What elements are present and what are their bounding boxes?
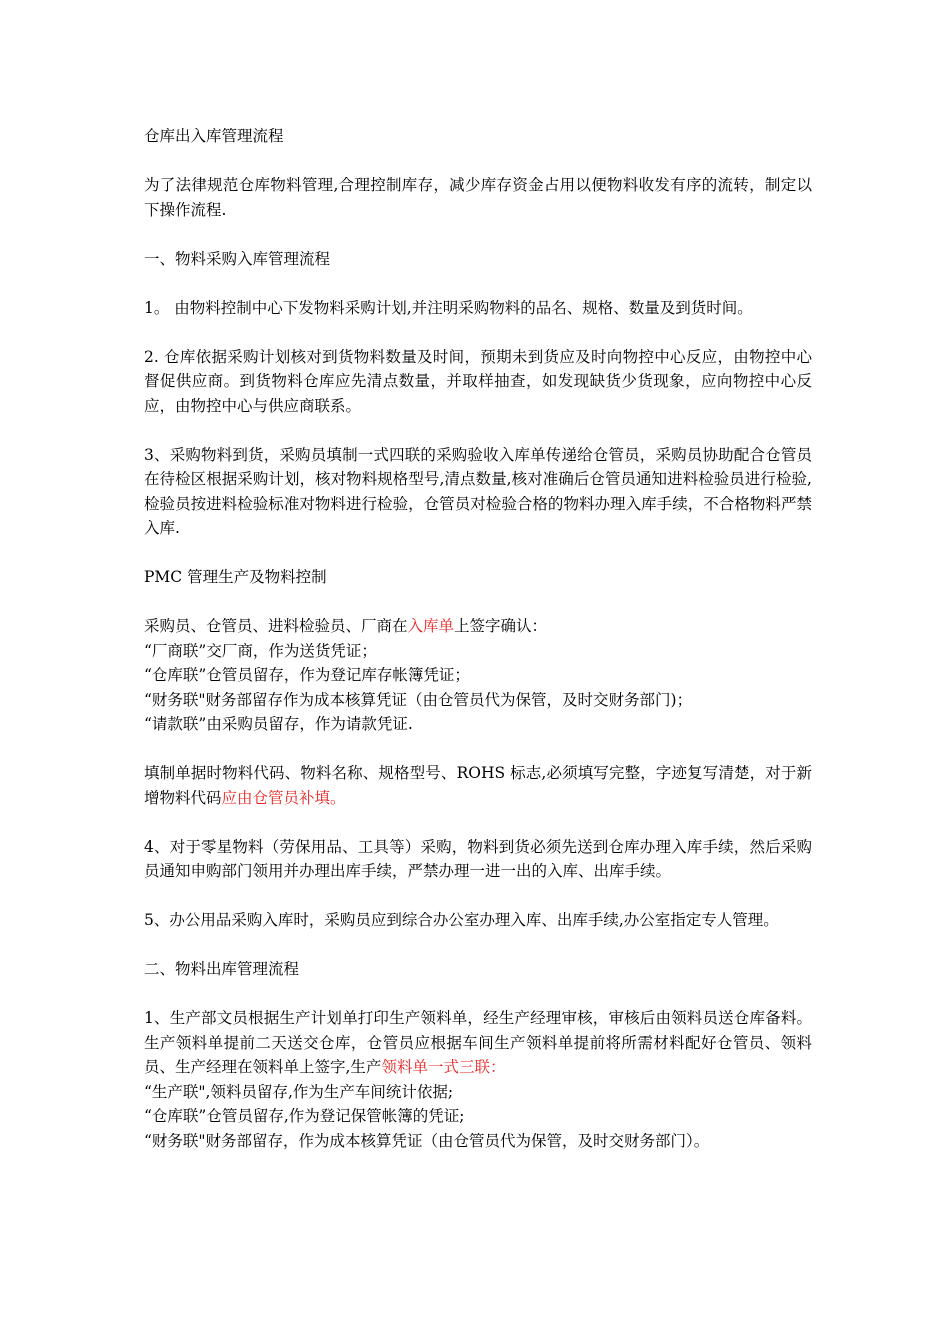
copy-finance-out: “财务联"财务部留存，作为成本核算凭证（由仓管员代为保管，及时交财务部门）。	[144, 1131, 710, 1150]
signing-prefix: 采购员、仓管员、进料检验员、厂商在	[144, 617, 408, 635]
section1-item1: 1。 由物料控制中心下发物料采购计划,并注明采购物料的品名、规格、数量及到货时间。	[144, 298, 753, 317]
section1-item2: 2. 仓库依据采购计划核对到货物料数量及时间，预期未到货应及时向物控中心反应，由物控中心督促供应商。到货物料仓库应先清点数量，并取样抽查，如发现缺货少货现象，应向物控中心反应，由物控中心与供应商联系。	[144, 347, 812, 415]
section1-heading: 一、物料采购入库管理流程	[144, 249, 331, 268]
copy-finance: “财务联"财务部留存作为成本核算凭证（由仓管员代为保管，及时交财务部门)；	[144, 690, 693, 709]
pmc-heading: PMC 管理生产及物料控制	[144, 568, 327, 586]
receipt-form-highlight: 入库单	[407, 617, 455, 635]
section1-item5: 5、办公用品采购入库时，采购员应到综合办公室办理入库、出库手续,办公室指定专人管理。	[144, 911, 779, 929]
section1-item4: 4、对于零星物料（劳保用品、工具等）采购，物料到货必须先送到仓库办理入库手续，然后采购员通知申购部门领用并办理出库手续，严禁办理一进一出的入库、出库手续。	[144, 837, 812, 880]
fill-text: 填制单据时物料代码、物料名称、规格型号、ROHS 标志,必须填写完整，字迹复写清楚，对于新增物料代码	[144, 764, 812, 807]
copy-warehouse-out: “仓库联”仓管员留存,作为登记保管帐簿的凭证;	[144, 1107, 465, 1125]
copy-production: “生产联",领料员留存,作为生产车间统计依据;	[144, 1082, 454, 1101]
document-title: 仓库出入库管理流程	[144, 127, 284, 145]
signing-line	[144, 614, 812, 639]
section2-item1	[144, 1009, 812, 1076]
copy-warehouse: “仓库联”仓管员留存，作为登记库存帐簿凭证；	[144, 666, 470, 684]
section1-item3: 3、采购物料到货，采购员填制一式四联的采购验收入库单传递给仓管员，采购员协助配合仓管员在待检区根据采购计划，核对物料规格型号,清点数量,核对准确后仓管员通知进料检验员进行检验,检验员按进料检验标准对物料进行检验，仓管员对检验合格的物料办理入库手续，不合格物料严禁入库.	[144, 445, 812, 537]
copy-payment: “请款联”由采购员留存，作为请款凭证.	[144, 715, 413, 733]
section2-item1-block	[144, 1006, 812, 1153]
fill-highlight: 应由仓管员补填。	[221, 788, 346, 807]
signing-block	[144, 614, 812, 737]
section2-heading: 二、物料出库管理流程	[144, 960, 300, 978]
section2-item1-text: 1、生产部文员根据生产计划单打印生产领料单，经生产经理审核，审核后由领料员送仓库备料。生产领料单提前二天送交仓库，仓管员应根据车间生产领料单提前将所需材料配好仓管员、领料员、生产经理在领料单上签字,生产	[144, 1009, 812, 1076]
signing-suffix: 上签字确认：	[454, 617, 548, 635]
document-page	[144, 124, 812, 1178]
fill-instructions	[144, 761, 812, 810]
copy-vendor: “厂商联”交厂商，作为送货凭证；	[144, 641, 377, 660]
intro-paragraph: 为了法律规范仓库物料管理,合理控制库存，减少库存资金占用以便物料收发有序的流转，制定以下操作流程.	[144, 176, 812, 219]
requisition-form-highlight: 领料单一式三联：	[381, 1058, 506, 1076]
